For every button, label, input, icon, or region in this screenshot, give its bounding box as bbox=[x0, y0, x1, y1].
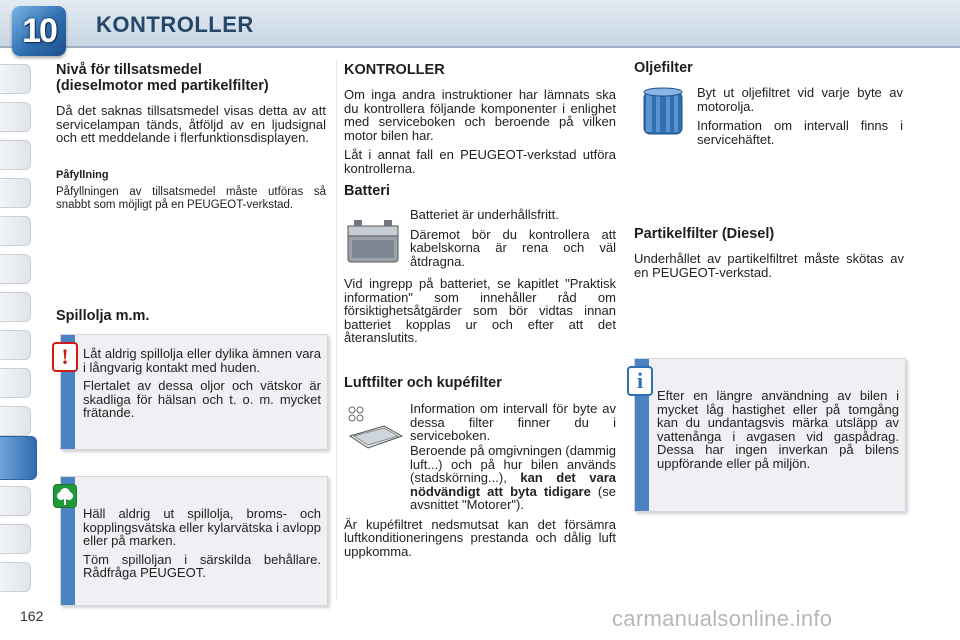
battery-text bbox=[410, 208, 616, 274]
battery-title: Batteri bbox=[344, 183, 390, 199]
chapter-tab[interactable] bbox=[0, 102, 31, 132]
eco-paragraph: Töm spilloljan i särskilda behållare. Rådfråga PEUGEOT. bbox=[83, 551, 321, 580]
warning-paragraph: Flertalet av dessa oljor och vätskor är skadliga för hälsan och t. o. m. mycket frätande. bbox=[83, 378, 321, 420]
refill-subtitle: Påfyllning bbox=[56, 168, 109, 181]
info-paragraph: Efter en längre användning av bilen i mycket låg hastighet eller på tomgång kan du undantagsvis märka utsläpp av vattenånga i avgasen vid gaspådrag. Dessa har ingen inverkan på bilens uppförande eller på miljön. bbox=[657, 388, 899, 471]
additive-paragraph: Då det saknas tillsatsmedel visas detta av att servicelampan tänds, åtföljd av en ljudsignal och ett meddelande i flerfunktionsdisplayen. bbox=[56, 103, 326, 145]
warning-box bbox=[60, 334, 328, 450]
chapter-title: KONTROLLER bbox=[96, 12, 254, 37]
oil-filter-text bbox=[697, 86, 903, 152]
checks-intro: Låt i annat fall en PEUGEOT-verkstad utföra kontrollerna. bbox=[344, 147, 616, 176]
additive-title-line1: Nivå för tillsatsmedel bbox=[56, 62, 202, 78]
air-filter-paragraph: Är kupéfiltret nedsmutsat kan det försämra luftkonditioneringens prestanda och dålig luft uppkomma. bbox=[344, 516, 616, 559]
particle-filter-title: Partikelfilter (Diesel) bbox=[634, 226, 775, 242]
particle-filter-paragraph: Underhållet av partikelfiltret måste skötas av en PEUGEOT-verkstad. bbox=[634, 251, 904, 280]
environment-icon bbox=[53, 484, 77, 508]
page-number: 162 bbox=[20, 608, 44, 624]
warning-text bbox=[83, 347, 321, 425]
chapter-tab[interactable] bbox=[0, 216, 31, 246]
oil-filter-title: Oljefilter bbox=[634, 60, 693, 76]
refill-paragraph: Påfyllningen av tillsatsmedel måste utföras så snabbt som möjligt på en PEUGEOT-verkstad. bbox=[56, 186, 326, 211]
chapter-tab[interactable] bbox=[0, 562, 31, 592]
chapter-tab[interactable] bbox=[0, 292, 31, 322]
watermark: carmanualsonline.info bbox=[612, 606, 833, 631]
eco-paragraph: Häll aldrig ut spillolja, broms- och kopplingsvätska eller kylarvätska i avlopp eller på marken. bbox=[83, 506, 321, 548]
oil-filter-paragraph: Byt ut oljefiltret vid varje byte av motorolja. bbox=[697, 85, 903, 114]
air-filter-paragraph bbox=[344, 444, 616, 512]
air-filter-text-b: (se avsnittet "Motorer"). bbox=[410, 483, 616, 512]
battery-paragraph: Batteriet är underhållsfritt. bbox=[410, 207, 559, 222]
air-filter-emphasis: kan det vara nödvändigt att byta tidigare bbox=[410, 470, 616, 499]
chapter-tab[interactable] bbox=[0, 486, 31, 516]
chapter-tab[interactable] bbox=[0, 140, 31, 170]
chapter-tab-active[interactable] bbox=[0, 436, 37, 480]
chapter-tab[interactable] bbox=[0, 524, 31, 554]
chapter-number: 10 bbox=[22, 11, 56, 50]
chapter-tab[interactable] bbox=[0, 64, 31, 94]
additive-title-line2: (dieselmotor med partikelfilter) bbox=[56, 78, 269, 94]
spill-title: Spillolja m.m. bbox=[56, 308, 150, 324]
oil-filter-icon bbox=[640, 86, 686, 138]
additive-section bbox=[56, 62, 326, 217]
checks-section bbox=[344, 62, 616, 181]
warning-icon: ! bbox=[52, 342, 78, 372]
chapter-tab[interactable] bbox=[0, 178, 31, 208]
info-icon: i bbox=[627, 366, 653, 396]
chapter-tab[interactable] bbox=[0, 406, 31, 436]
battery-icon bbox=[344, 212, 402, 268]
chapter-tab[interactable] bbox=[0, 330, 31, 360]
checks-title: KONTROLLER bbox=[344, 62, 445, 78]
chapter-tab[interactable] bbox=[0, 368, 31, 398]
chapter-tab[interactable] bbox=[0, 254, 31, 284]
column-divider bbox=[336, 60, 337, 600]
air-filter-title: Luftfilter och kupéfilter bbox=[344, 375, 502, 391]
eco-box bbox=[60, 476, 328, 606]
oil-filter-paragraph: Information om intervall finns i servicehäftet. bbox=[697, 118, 903, 147]
checks-intro: Om inga andra instruktioner har lämnats ska du kontrollera följande komponenter i enlighet med serviceboken och beroende på vilken motor bilen har. bbox=[344, 87, 616, 143]
battery-paragraph: Vid ingrepp på batteriet, se kapitlet "Praktisk information" som innehåller råd om försiktighetsåtgärder som bör vidtas innan batteriet kopplas ur och efter att det återanslutits. bbox=[344, 276, 616, 345]
battery-more bbox=[344, 277, 616, 351]
info-box bbox=[634, 358, 906, 512]
info-text bbox=[657, 389, 899, 475]
warning-paragraph: Låt aldrig spillolja eller dylika ämnen vara i långvarig kontakt med huden. bbox=[83, 346, 321, 375]
air-filter-text bbox=[410, 402, 616, 449]
chapter-badge bbox=[12, 6, 66, 56]
air-filter-more bbox=[344, 444, 616, 564]
header-divider bbox=[0, 46, 960, 48]
particle-filter-section bbox=[634, 226, 904, 285]
battery-paragraph: Däremot bör du kontrollera att kabelskorna är rena och väl åtdragna. bbox=[410, 226, 616, 269]
eco-text bbox=[83, 507, 321, 585]
air-filter-paragraph: Information om intervall för byte av dessa filter finner du i serviceboken. bbox=[410, 401, 616, 443]
air-filter-text-a: Beroende på omgivningen (dammig luft...) och på hur bilen används (stadskörning...), bbox=[410, 443, 616, 485]
